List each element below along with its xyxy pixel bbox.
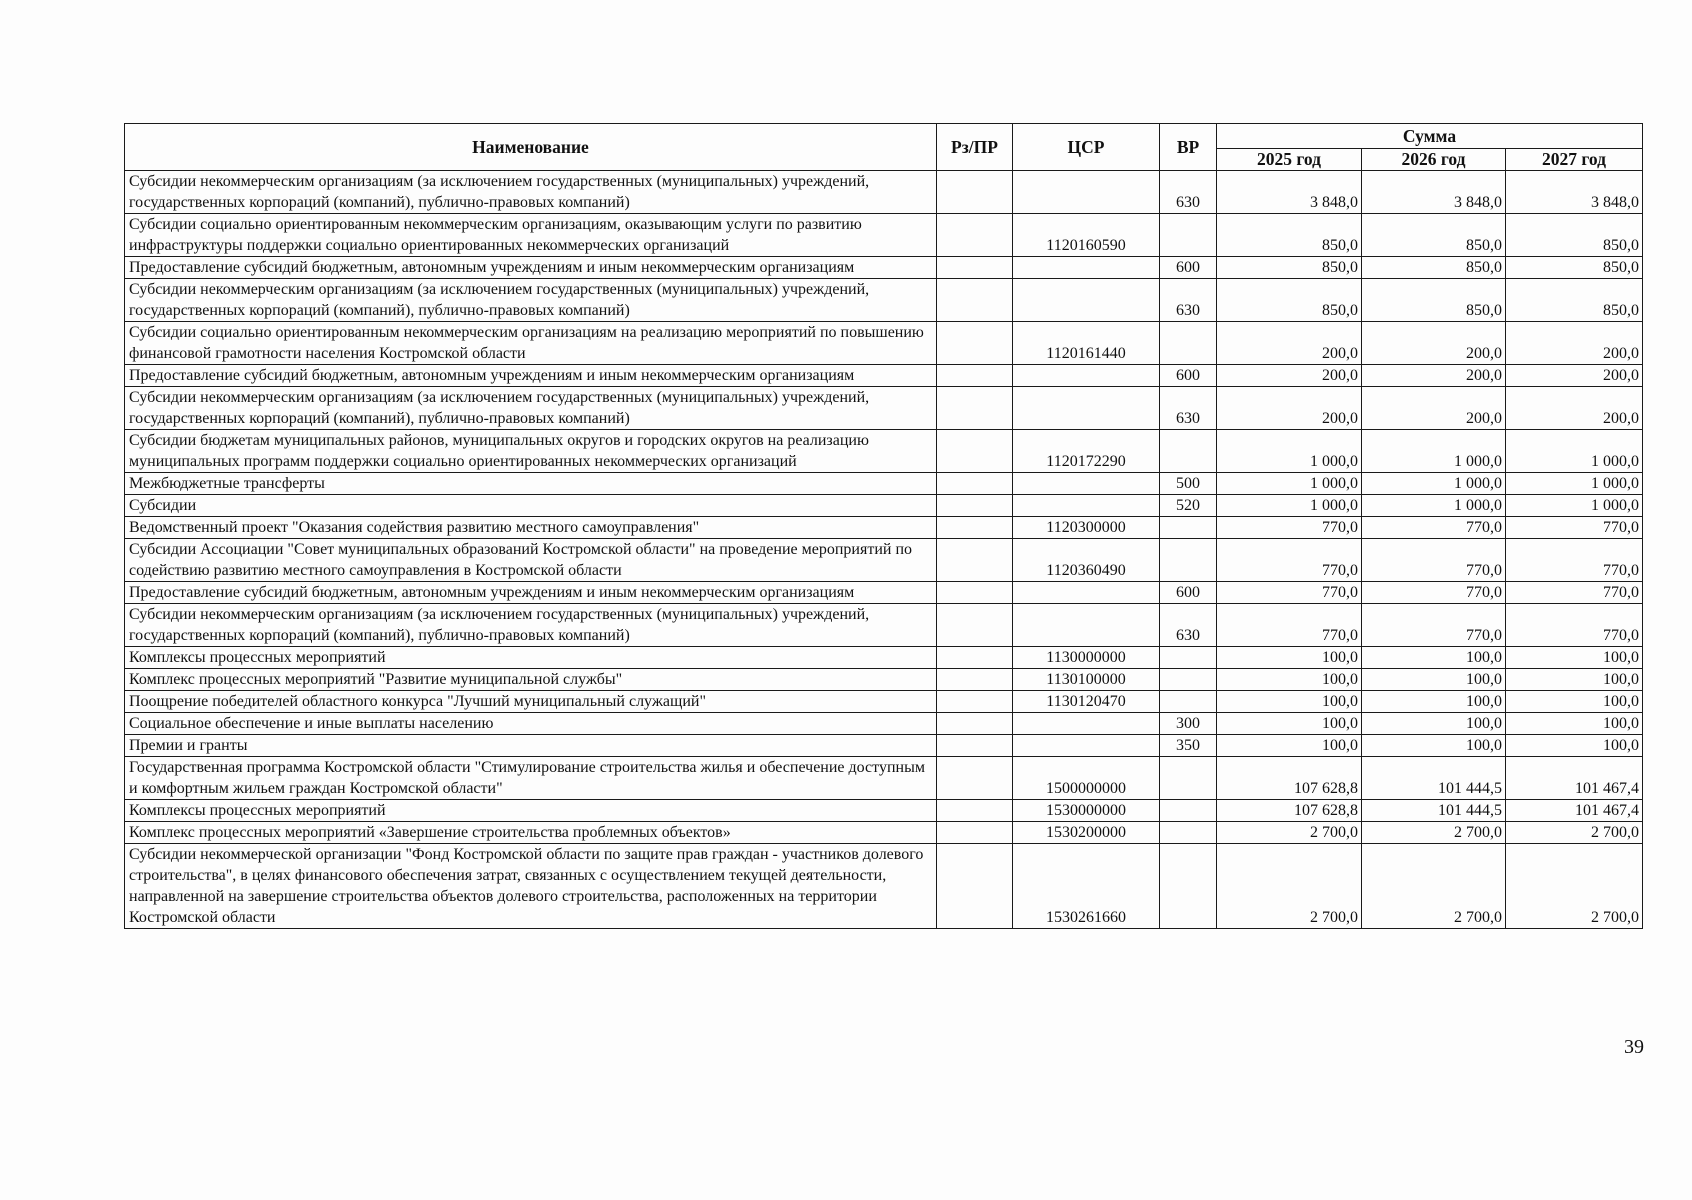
cell-csr bbox=[1013, 279, 1160, 322]
table-row bbox=[125, 279, 1643, 322]
cell-csr bbox=[1013, 171, 1160, 214]
cell-vr bbox=[1160, 539, 1217, 582]
table-row bbox=[125, 322, 1643, 365]
cell-rzpr bbox=[937, 669, 1013, 691]
cell-2025: 1 000,0 bbox=[1217, 430, 1362, 473]
cell-rzpr bbox=[937, 495, 1013, 517]
cell-2027: 200,0 bbox=[1506, 387, 1643, 430]
cell-csr: 1530261660 bbox=[1013, 844, 1160, 929]
cell-2026: 770,0 bbox=[1362, 517, 1506, 539]
cell-rzpr bbox=[937, 844, 1013, 929]
header-vr: ВР bbox=[1160, 124, 1217, 171]
cell-2027: 100,0 bbox=[1506, 647, 1643, 669]
table-body bbox=[125, 171, 1643, 929]
table-row bbox=[125, 214, 1643, 257]
cell-2027: 2 700,0 bbox=[1506, 844, 1643, 929]
cell-csr bbox=[1013, 735, 1160, 757]
cell-2027: 100,0 bbox=[1506, 691, 1643, 713]
cell-vr: 630 bbox=[1160, 387, 1217, 430]
cell-name: Премии и гранты bbox=[125, 735, 937, 757]
cell-csr: 1120160590 bbox=[1013, 214, 1160, 257]
cell-2025: 100,0 bbox=[1217, 669, 1362, 691]
cell-2027: 101 467,4 bbox=[1506, 800, 1643, 822]
cell-vr bbox=[1160, 800, 1217, 822]
cell-rzpr bbox=[937, 517, 1013, 539]
cell-2026: 850,0 bbox=[1362, 257, 1506, 279]
cell-2027: 100,0 bbox=[1506, 735, 1643, 757]
cell-2027: 1 000,0 bbox=[1506, 495, 1643, 517]
cell-name: Предоставление субсидий бюджетным, автономным учреждениям и иным некоммерческим организациям bbox=[125, 365, 937, 387]
cell-2026: 101 444,5 bbox=[1362, 757, 1506, 800]
table-row bbox=[125, 713, 1643, 735]
header-year-2025: 2025 год bbox=[1217, 149, 1362, 171]
cell-rzpr bbox=[937, 387, 1013, 430]
table-row bbox=[125, 517, 1643, 539]
cell-2027: 200,0 bbox=[1506, 322, 1643, 365]
cell-csr bbox=[1013, 495, 1160, 517]
cell-2025: 107 628,8 bbox=[1217, 757, 1362, 800]
cell-2027: 101 467,4 bbox=[1506, 757, 1643, 800]
cell-vr bbox=[1160, 647, 1217, 669]
cell-csr bbox=[1013, 365, 1160, 387]
cell-2027: 200,0 bbox=[1506, 365, 1643, 387]
cell-2027: 1 000,0 bbox=[1506, 473, 1643, 495]
cell-2026: 100,0 bbox=[1362, 647, 1506, 669]
cell-rzpr bbox=[937, 647, 1013, 669]
cell-vr bbox=[1160, 430, 1217, 473]
cell-2025: 200,0 bbox=[1217, 322, 1362, 365]
table-row bbox=[125, 473, 1643, 495]
cell-vr: 630 bbox=[1160, 604, 1217, 647]
cell-2025: 770,0 bbox=[1217, 539, 1362, 582]
table-row bbox=[125, 582, 1643, 604]
cell-vr bbox=[1160, 691, 1217, 713]
cell-2026: 3 848,0 bbox=[1362, 171, 1506, 214]
cell-vr bbox=[1160, 822, 1217, 844]
header-sum: Сумма bbox=[1217, 124, 1643, 149]
cell-csr: 1530000000 bbox=[1013, 800, 1160, 822]
cell-csr bbox=[1013, 473, 1160, 495]
cell-rzpr bbox=[937, 430, 1013, 473]
cell-name: Субсидии Ассоциации "Совет муниципальных образований Костромской области" на проведение мероприятий по содействию развитию местного самоуправления в Костромской области bbox=[125, 539, 937, 582]
cell-csr bbox=[1013, 582, 1160, 604]
cell-rzpr bbox=[937, 214, 1013, 257]
table-row bbox=[125, 669, 1643, 691]
cell-name: Комплексы процессных мероприятий bbox=[125, 647, 937, 669]
cell-2027: 1 000,0 bbox=[1506, 430, 1643, 473]
cell-rzpr bbox=[937, 539, 1013, 582]
cell-2027: 770,0 bbox=[1506, 582, 1643, 604]
cell-2027: 850,0 bbox=[1506, 214, 1643, 257]
cell-csr: 1500000000 bbox=[1013, 757, 1160, 800]
table-row bbox=[125, 691, 1643, 713]
cell-csr: 1120172290 bbox=[1013, 430, 1160, 473]
cell-2026: 1 000,0 bbox=[1362, 495, 1506, 517]
table-row bbox=[125, 430, 1643, 473]
table-row bbox=[125, 387, 1643, 430]
table-row bbox=[125, 800, 1643, 822]
cell-2025: 200,0 bbox=[1217, 365, 1362, 387]
cell-2025: 107 628,8 bbox=[1217, 800, 1362, 822]
cell-2026: 770,0 bbox=[1362, 582, 1506, 604]
cell-2026: 2 700,0 bbox=[1362, 844, 1506, 929]
cell-name: Межбюджетные трансферты bbox=[125, 473, 937, 495]
table-row bbox=[125, 844, 1643, 929]
cell-2026: 100,0 bbox=[1362, 691, 1506, 713]
cell-name: Субсидии некоммерческим организациям (за исключением государственных (муниципальных) учреждений, государственных корпораций (компаний), публично-правовых компаний) bbox=[125, 604, 937, 647]
cell-2025: 3 848,0 bbox=[1217, 171, 1362, 214]
table-row bbox=[125, 604, 1643, 647]
table-row bbox=[125, 822, 1643, 844]
cell-csr: 1130100000 bbox=[1013, 669, 1160, 691]
cell-vr bbox=[1160, 669, 1217, 691]
cell-csr: 1120360490 bbox=[1013, 539, 1160, 582]
cell-rzpr bbox=[937, 279, 1013, 322]
cell-2026: 1 000,0 bbox=[1362, 473, 1506, 495]
cell-vr: 500 bbox=[1160, 473, 1217, 495]
cell-csr: 1120161440 bbox=[1013, 322, 1160, 365]
cell-name: Субсидии некоммерческим организациям (за исключением государственных (муниципальных) учреждений, государственных корпораций (компаний), публично-правовых компаний) bbox=[125, 279, 937, 322]
cell-vr bbox=[1160, 214, 1217, 257]
cell-2026: 100,0 bbox=[1362, 735, 1506, 757]
cell-rzpr bbox=[937, 713, 1013, 735]
cell-2026: 100,0 bbox=[1362, 713, 1506, 735]
cell-2027: 100,0 bbox=[1506, 669, 1643, 691]
cell-2025: 770,0 bbox=[1217, 517, 1362, 539]
cell-2026: 770,0 bbox=[1362, 604, 1506, 647]
cell-2026: 770,0 bbox=[1362, 539, 1506, 582]
cell-rzpr bbox=[937, 171, 1013, 214]
table-header bbox=[125, 124, 1643, 171]
cell-csr: 1130120470 bbox=[1013, 691, 1160, 713]
cell-vr: 600 bbox=[1160, 582, 1217, 604]
table-row bbox=[125, 365, 1643, 387]
header-rzpr: Рз/ПР bbox=[937, 124, 1013, 171]
table-row bbox=[125, 757, 1643, 800]
cell-2027: 100,0 bbox=[1506, 713, 1643, 735]
cell-rzpr bbox=[937, 582, 1013, 604]
cell-2026: 2 700,0 bbox=[1362, 822, 1506, 844]
cell-name: Субсидии некоммерческим организациям (за исключением государственных (муниципальных) учреждений, государственных корпораций (компаний), публично-правовых компаний) bbox=[125, 171, 937, 214]
cell-rzpr bbox=[937, 604, 1013, 647]
cell-csr bbox=[1013, 604, 1160, 647]
table-row bbox=[125, 257, 1643, 279]
cell-csr: 1120300000 bbox=[1013, 517, 1160, 539]
cell-name: Государственная программа Костромской области "Стимулирование строительства жилья и обеспечение доступным и комфортным жильем граждан Костромской области" bbox=[125, 757, 937, 800]
cell-csr: 1130000000 bbox=[1013, 647, 1160, 669]
cell-name: Комплексы процессных мероприятий bbox=[125, 800, 937, 822]
cell-name: Субсидии некоммерческим организациям (за исключением государственных (муниципальных) учреждений, государственных корпораций (компаний), публично-правовых компаний) bbox=[125, 387, 937, 430]
cell-2027: 2 700,0 bbox=[1506, 822, 1643, 844]
cell-rzpr bbox=[937, 757, 1013, 800]
cell-csr bbox=[1013, 387, 1160, 430]
cell-2026: 1 000,0 bbox=[1362, 430, 1506, 473]
header-year-2027: 2027 год bbox=[1506, 149, 1643, 171]
cell-vr: 630 bbox=[1160, 279, 1217, 322]
cell-2026: 100,0 bbox=[1362, 669, 1506, 691]
cell-name: Социальное обеспечение и иные выплаты населению bbox=[125, 713, 937, 735]
cell-name: Субсидии социально ориентированным некоммерческим организациям на реализацию мероприятий по повышению финансовой грамотности населения Костромской области bbox=[125, 322, 937, 365]
header-name: Наименование bbox=[125, 124, 937, 171]
cell-2025: 770,0 bbox=[1217, 604, 1362, 647]
cell-vr: 600 bbox=[1160, 257, 1217, 279]
cell-2025: 1 000,0 bbox=[1217, 495, 1362, 517]
cell-name: Поощрение победителей областного конкурса "Лучший муниципальный служащий" bbox=[125, 691, 937, 713]
table-row bbox=[125, 647, 1643, 669]
cell-2025: 850,0 bbox=[1217, 279, 1362, 322]
page-number: 39 bbox=[1624, 1036, 1644, 1058]
cell-2027: 850,0 bbox=[1506, 279, 1643, 322]
cell-vr: 600 bbox=[1160, 365, 1217, 387]
cell-vr bbox=[1160, 757, 1217, 800]
cell-vr: 520 bbox=[1160, 495, 1217, 517]
cell-2025: 2 700,0 bbox=[1217, 822, 1362, 844]
cell-vr: 350 bbox=[1160, 735, 1217, 757]
cell-2027: 850,0 bbox=[1506, 257, 1643, 279]
cell-2025: 200,0 bbox=[1217, 387, 1362, 430]
cell-rzpr bbox=[937, 735, 1013, 757]
cell-2026: 850,0 bbox=[1362, 214, 1506, 257]
table-row bbox=[125, 539, 1643, 582]
cell-2025: 100,0 bbox=[1217, 735, 1362, 757]
budget-table bbox=[124, 123, 1643, 929]
cell-csr bbox=[1013, 257, 1160, 279]
cell-2025: 1 000,0 bbox=[1217, 473, 1362, 495]
cell-vr bbox=[1160, 517, 1217, 539]
cell-name: Субсидии bbox=[125, 495, 937, 517]
cell-2027: 770,0 bbox=[1506, 517, 1643, 539]
cell-2027: 770,0 bbox=[1506, 539, 1643, 582]
cell-2025: 850,0 bbox=[1217, 214, 1362, 257]
cell-csr: 1530200000 bbox=[1013, 822, 1160, 844]
cell-vr: 300 bbox=[1160, 713, 1217, 735]
cell-name: Ведомственный проект "Оказания содействия развитию местного самоуправления" bbox=[125, 517, 937, 539]
cell-name: Субсидии бюджетам муниципальных районов, муниципальных округов и городских округов на реализацию муниципальных программ поддержки социально ориентированных некоммерческих организаций bbox=[125, 430, 937, 473]
table-row bbox=[125, 735, 1643, 757]
cell-name: Предоставление субсидий бюджетным, автономным учреждениям и иным некоммерческим организациям bbox=[125, 257, 937, 279]
cell-vr bbox=[1160, 322, 1217, 365]
cell-2025: 2 700,0 bbox=[1217, 844, 1362, 929]
cell-rzpr bbox=[937, 322, 1013, 365]
cell-rzpr bbox=[937, 800, 1013, 822]
cell-name: Субсидии некоммерческой организации "Фонд Костромской области по защите прав граждан - участников долевого строительства", в целях финансового обеспечения затрат, связанных с осуществлением текущей деятельности, направленной на завершение строительства объектов долевого строительства, расположенных на территории Костромской области bbox=[125, 844, 937, 929]
header-year-2026: 2026 год bbox=[1362, 149, 1506, 171]
cell-vr: 630 bbox=[1160, 171, 1217, 214]
table-row bbox=[125, 171, 1643, 214]
cell-2026: 200,0 bbox=[1362, 387, 1506, 430]
cell-2027: 3 848,0 bbox=[1506, 171, 1643, 214]
cell-2026: 101 444,5 bbox=[1362, 800, 1506, 822]
cell-csr bbox=[1013, 713, 1160, 735]
cell-2025: 100,0 bbox=[1217, 713, 1362, 735]
cell-2025: 850,0 bbox=[1217, 257, 1362, 279]
cell-rzpr bbox=[937, 257, 1013, 279]
cell-rzpr bbox=[937, 473, 1013, 495]
cell-2025: 100,0 bbox=[1217, 647, 1362, 669]
cell-vr bbox=[1160, 844, 1217, 929]
cell-2025: 100,0 bbox=[1217, 691, 1362, 713]
cell-2026: 200,0 bbox=[1362, 365, 1506, 387]
cell-2026: 850,0 bbox=[1362, 279, 1506, 322]
cell-name: Комплекс процессных мероприятий "Развитие муниципальной службы" bbox=[125, 669, 937, 691]
cell-rzpr bbox=[937, 691, 1013, 713]
cell-name: Субсидии социально ориентированным некоммерческим организациям, оказывающим услуги по развитию инфраструктуры поддержки социально ориентированных некоммерческих организаций bbox=[125, 214, 937, 257]
cell-2027: 770,0 bbox=[1506, 604, 1643, 647]
table-row bbox=[125, 495, 1643, 517]
cell-2026: 200,0 bbox=[1362, 322, 1506, 365]
cell-name: Комплекс процессных мероприятий «Завершение строительства проблемных объектов» bbox=[125, 822, 937, 844]
cell-2025: 770,0 bbox=[1217, 582, 1362, 604]
cell-rzpr bbox=[937, 365, 1013, 387]
cell-name: Предоставление субсидий бюджетным, автономным учреждениям и иным некоммерческим организациям bbox=[125, 582, 937, 604]
header-csr: ЦСР bbox=[1013, 124, 1160, 171]
cell-rzpr bbox=[937, 822, 1013, 844]
